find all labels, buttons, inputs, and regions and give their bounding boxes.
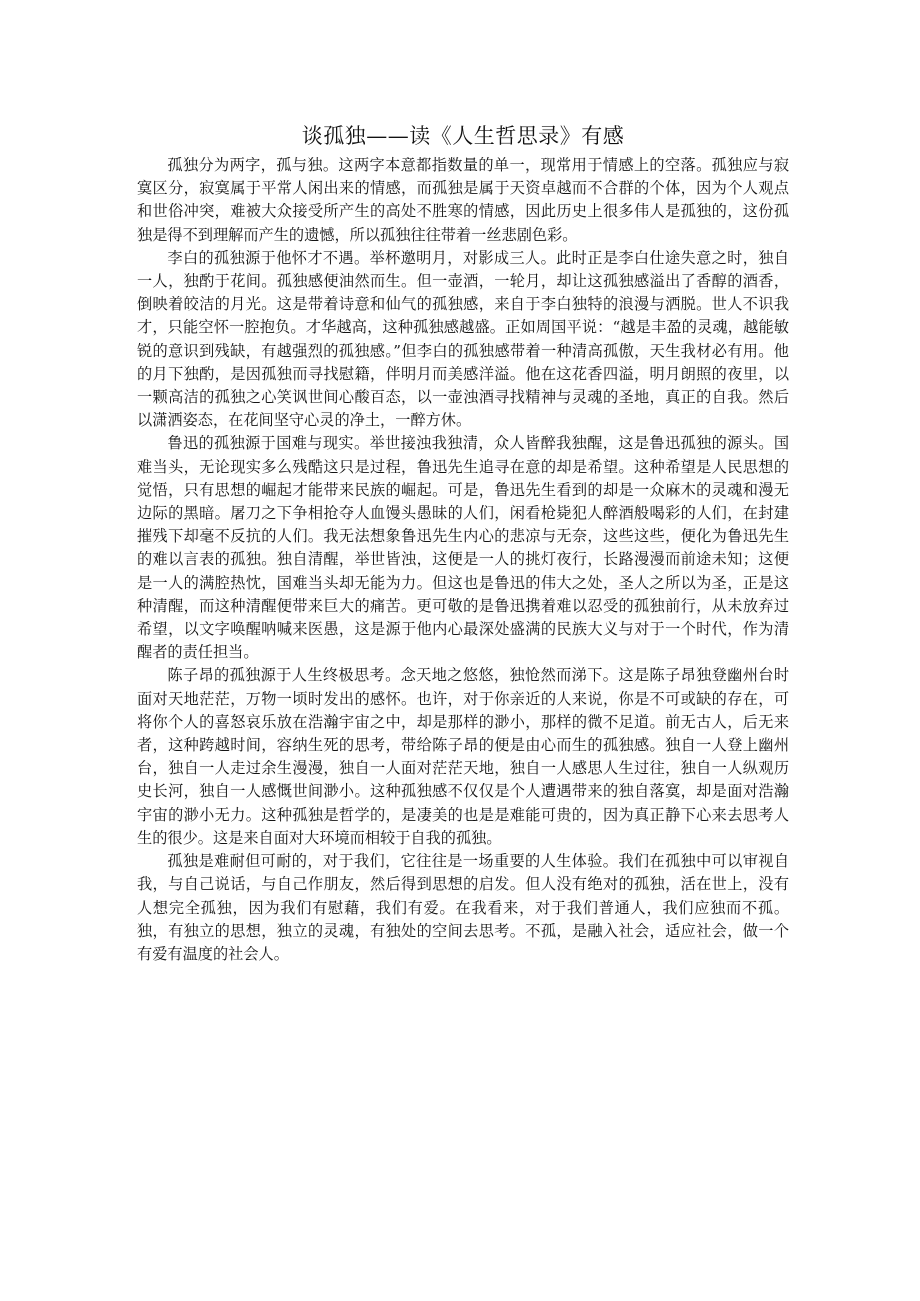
document-title: 谈孤独——读《人生哲思录》有感 [301,124,625,148]
paragraph-5: 孤独是难耐但可耐的，对于我们，它往往是一场重要的人生体验。我们在孤独中可以审视自我，与自己说话，与自己作朋友，然后得到思想的启发。但人没有绝对的孤独，活在世上，没有人想完全孤独，因为我们有慰藉，我们有爱。在我看来，对于我们普通人，我们应独而不孤。独，有独立的思想，独立的灵魂，有独处的空间去思考。不孤，是融入社会，适应社会，做一个有爱有温度的社会人。 [137,852,789,963]
paragraph-4: 陈子昂的孤独源于人生终极思考。念天地之悠悠，独怆然而涕下。这是陈子昂独登幽州台时面对天地茫茫，万物一顷时发出的感怀。也许，对于你亲近的人来说，你是不可或缺的存在，可将你个人的喜怒哀乐放在浩瀚宇宙之中，却是那样的渺小，那样的微不足道。前无古人，后无来者，这种跨越时间，容纳生死的思考，带给陈子昂的便是由心而生的孤独感。独自一人登上幽州台，独自一人走过余生漫漫，独自一人面对茫茫天地，独自一人感思人生过往，独自一人纵观历史长河，独自一人感慨世间渺小。这种孤独感不仅仅是个人遭遇带来的独自落寞，却是面对浩瀚宇宙的渺小无力。这种孤独是哲学的，是凄美的也是是难能可贵的，因为真正静下心来去思考人生的很少。这是来自面对大环境而相较于自我的孤独。 [137,666,789,847]
document-content [137,120,789,966]
paragraph-1: 孤独分为两字，孤与独。这两字本意都指数量的单一，现常用于情感上的空落。孤独应与寂寞区分，寂寞属于平常人闲出来的情感，而孤独是属于天资卓越而不合群的个体，因为个人观点和世俗冲突，难被大众接受所产生的高处不胜寒的情感，因此历史上很多伟人是孤独的，这份孤独是得不到理解而产生的遗憾，所以孤独往往带着一丝悲剧色彩。 [137,156,789,244]
paragraph-2: 李白的孤独源于他怀才不遇。举杯邀明月，对影成三人。此时正是李白仕途失意之时，独自一人，独酌于花间。孤独感便油然而生。但一壶酒，一轮月，却让这孤独感溢出了香醇的酒香，倒映着皎洁的月光。这是带着诗意和仙气的孤独感，来自于李白独特的浪漫与洒脱。世人不识我才，只能空怀一腔抱负。才华越高，这种孤独感越盛。正如周国平说：“越是丰盈的灵魂，越能敏锐的意识到残缺，有越强烈的孤独感。”但李白的孤独感带着一种清高孤傲，天生我材必有用。他的月下独酌，是因孤独而寻找慰籍，伴明月而美感洋溢。他在这花香四溢，明月朗照的夜里，以一颗高洁的孤独之心笑讽世间心酸百态，以一壶浊酒寻找精神与灵魂的圣地，真正的自我。然后以潇洒姿态，在花间坚守心灵的净土，一醉方休。 [137,248,789,430]
paragraph-3: 鲁迅的孤独源于国难与现实。举世接浊我独清，众人皆醉我独醒，这是鲁迅孤独的源头。国难当头，无论现实多么残酷这只是过程，鲁迅先生追寻在意的却是希望。这种希望是人民思想的觉悟，只有思想的崛起才能带来民族的崛起。可是，鲁迅先生看到的却是一众麻木的灵魂和漫无边际的黑暗。屠刀之下争相抢夺人血馒头愚昧的人们，闲看枪毙犯人醉酒般喝彩的人们，在封建摧残下却毫不反抗的人们。我无法想象鲁迅先生内心的悲凉与无奈，这些这些，便化为鲁迅先生的难以言表的孤独。独自清醒，举世皆浊，这便是一人的挑灯夜行，长路漫漫而前途未知；这便是一人的满腔热忱，国难当头却无能为力。但这也是鲁迅的伟大之处，圣人之所以为圣，正是这种清醒，而这种清醒便带来巨大的痛苦。更可敬的是鲁迅携着难以忍受的孤独前行，从未放弃过希望，以文字唤醒呐喊来医愚，这是源于他内心最深处盛满的民族大义与对于一个时代，作为清醒者的责任担当。 [137,434,789,662]
